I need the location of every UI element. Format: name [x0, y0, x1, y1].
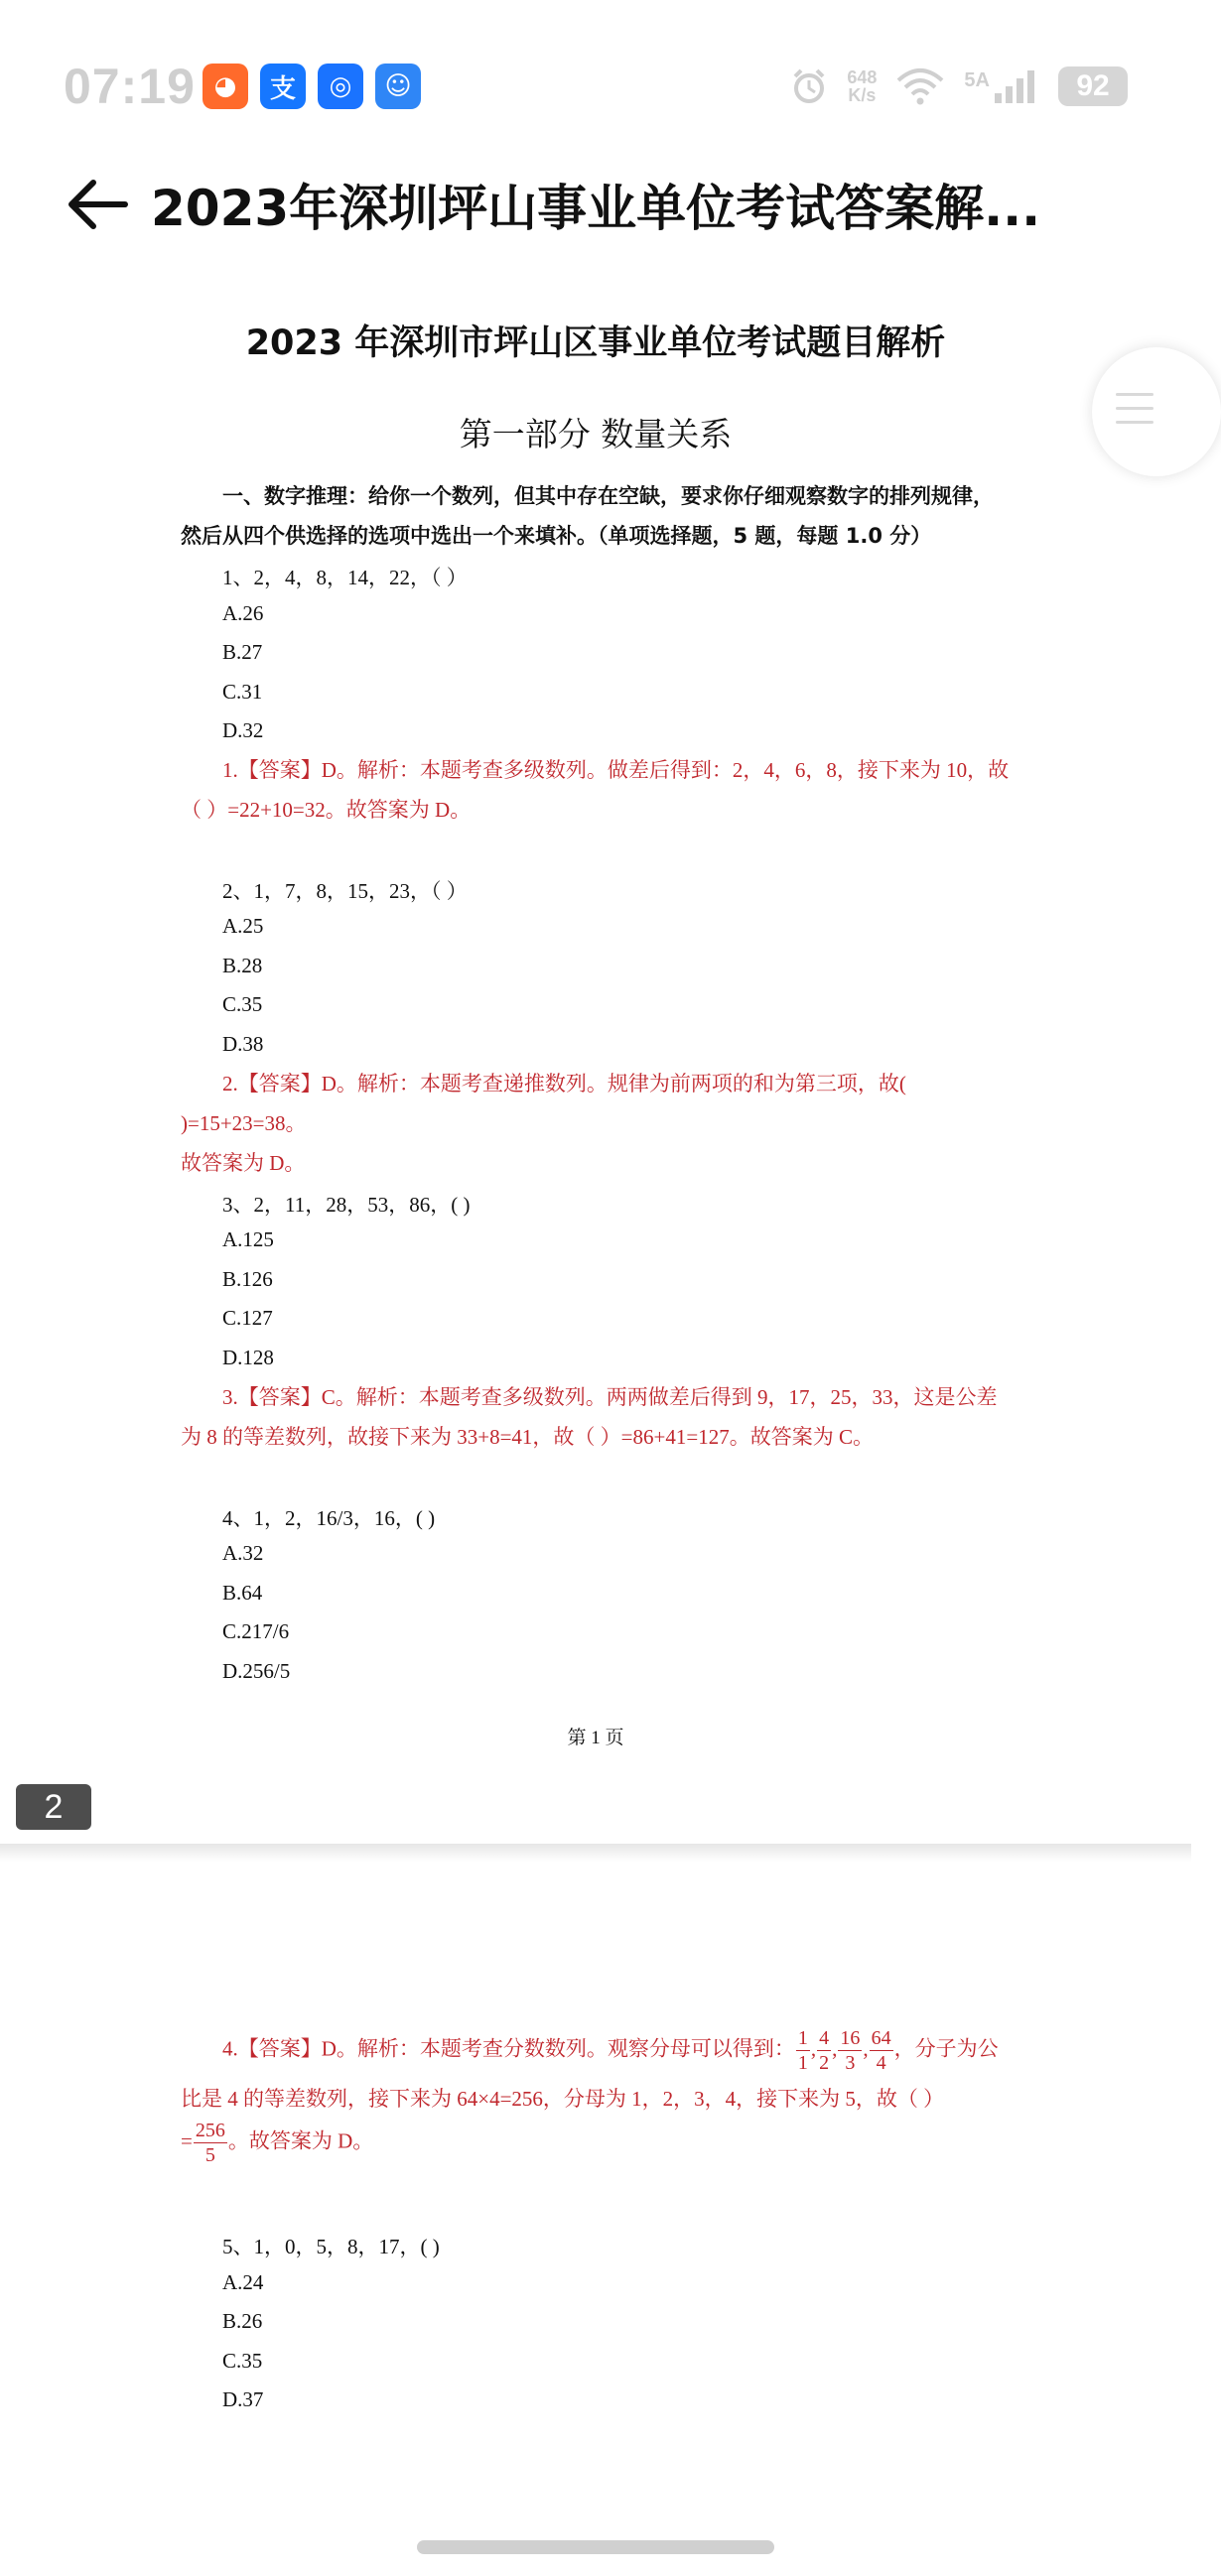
- question-1: 1、2，4，8，14，22，（ ）: [222, 566, 468, 589]
- question-2: 2、1，7，8，15，23，（ ）: [222, 879, 468, 903]
- document-page-2: [0, 1862, 1191, 2576]
- status-time: 07:19: [64, 59, 196, 114]
- menu-icon: [1116, 393, 1153, 435]
- question-5: 5、1，0，5，8，17，( ): [222, 2235, 440, 2258]
- page-number-indicator: 2: [16, 1784, 91, 1830]
- q2-option-a: A.25: [222, 914, 264, 938]
- fraction-1-1: $\frac{1}{1}$: [797, 2027, 808, 2074]
- alarm-icon: [789, 66, 829, 106]
- header: [0, 159, 1191, 248]
- q2-option-c: C.35: [222, 992, 263, 1016]
- signal-type: 5A: [964, 69, 990, 91]
- answer-1: 1.【答案】D。解析：本题考查多级数列。做差后得到：2，4，6，8，接下来为 10，故 （ ）=22+10=32。故答案为 D。: [181, 758, 1010, 822]
- net-speed: 648 K/s: [847, 67, 878, 105]
- q3-option-c: C.127: [222, 1306, 273, 1330]
- q2-option-d: D.38: [222, 1032, 264, 1056]
- q3-option-a: A.125: [222, 1227, 274, 1251]
- alipay-icon: 支: [260, 64, 306, 109]
- question-4: 4、1，2，16/3，16，( ): [222, 1506, 436, 1530]
- status-indicators: [789, 62, 1128, 111]
- q4-option-b: B.64: [222, 1581, 263, 1605]
- battery-indicator: 92: [1058, 66, 1128, 106]
- instruction-text: 一、数字推理：给你一个数列，但其中存在空缺，要求你仔细观察数字的排列规律， 然后从四个供选择的选项中选出一个来填补。（单项选择题，5 题，每题 1.0 分）: [181, 484, 994, 548]
- q1-option-a: A.26: [222, 601, 264, 625]
- fraction-64-4: $\frac{64}{4}$: [871, 2027, 891, 2074]
- back-arrow-icon[interactable]: [64, 175, 133, 234]
- kids-app-icon: ☺: [375, 64, 421, 109]
- q4-option-a: A.32: [222, 1541, 264, 1565]
- q5-option-c: C.35: [222, 2349, 263, 2373]
- page-footer: 第 1 页: [567, 1728, 624, 1748]
- document-page-1: [0, 248, 1191, 1846]
- q4-option-d: D.256/5: [222, 1659, 291, 1683]
- qiyu-app-icon: ◕: [203, 64, 248, 109]
- q5-option-a: A.24: [222, 2270, 264, 2294]
- document-title: 2023 年深圳市坪山区事业单位考试题目解析: [245, 323, 946, 363]
- q3-option-d: D.128: [222, 1346, 274, 1369]
- home-indicator[interactable]: [417, 2540, 774, 2554]
- q3-option-b: B.126: [222, 1267, 273, 1291]
- answer-3: 3.【答案】C。解析：本题考查多级数列。两两做差后得到 9，17，25，33，这是公差 为 8 的等差数列，故接下来为 33+8=41，故（ ）=86+41=127。故答案为 C。: [181, 1385, 998, 1449]
- fraction-256-5: $\frac{256}{5}$: [195, 2120, 225, 2166]
- question-3: 3、2，11，28，53，86，( ): [222, 1193, 471, 1217]
- q1-option-b: B.27: [222, 640, 263, 664]
- section-title: 第一部分 数量关系: [459, 415, 733, 453]
- answer-2: 2.【答案】D。解析：本题考查递推数列。规律为前两项的和为第三项，故( )=15+23=38。 故答案为 D。: [181, 1072, 906, 1175]
- q2-option-b: B.28: [222, 954, 263, 977]
- cell-signal: [964, 69, 1040, 103]
- wifi-icon: [894, 66, 946, 106]
- q1-option-d: D.32: [222, 718, 264, 742]
- status-bar: [0, 0, 1191, 159]
- q1-option-c: C.31: [222, 680, 263, 704]
- answer-4: 4.【答案】D。解析：本题考查分数数列。观察分母可以得到： $\frac{1}{1}$ , $\frac{4}{2}$ , $\frac{16}{3}$ , $\frac{64}{4}$ ，分子为公 比是 4 的等差数列，接下来为 64×4=256，分母为 1，2，3，4，接下来为 5，故（ ） = $\frac{256}{5}$ 。故答案为 D。: [181, 2027, 999, 2166]
- floating-menu-button[interactable]: [1092, 347, 1221, 476]
- fraction-4-2: $\frac{4}{2}$: [819, 2027, 830, 2074]
- q4-option-c: C.217/6: [222, 1619, 290, 1643]
- lightbulb-app-icon: ◎: [318, 64, 363, 109]
- page-separator: [0, 1844, 1191, 1862]
- signal-bars-icon: [993, 69, 1040, 103]
- q5-option-b: B.26: [222, 2309, 263, 2333]
- fraction-16-3: $\frac{16}{3}$: [840, 2027, 861, 2074]
- q5-option-d-cut: D.37: [222, 2387, 264, 2411]
- page-header-title: 2023年深圳坪山事业单位考试答案解...: [151, 180, 1041, 237]
